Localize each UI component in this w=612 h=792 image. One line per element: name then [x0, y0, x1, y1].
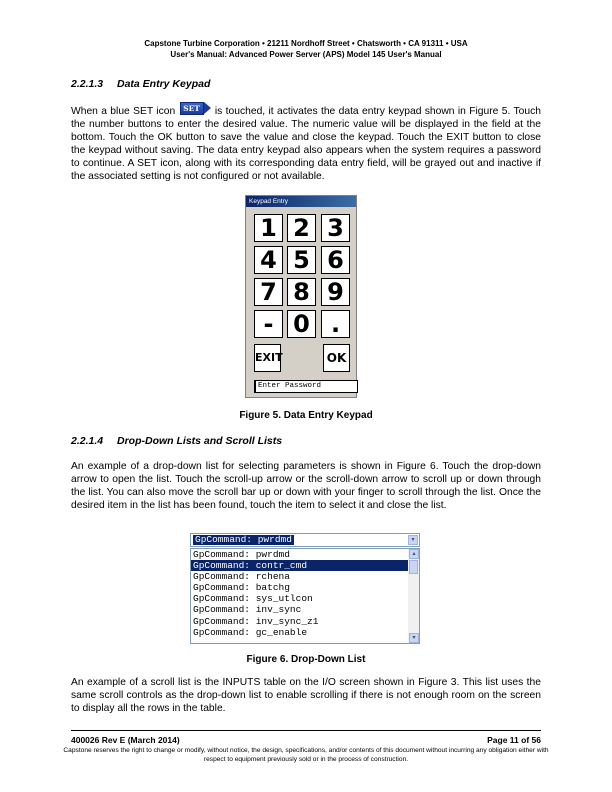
key-1[interactable]: 1 — [254, 214, 283, 242]
section-number: 2.2.1.4 — [71, 435, 104, 447]
keypad-window — [245, 195, 357, 398]
header-line-2: User's Manual: Advanced Power Server (APS) Model 145 User's Manual — [170, 50, 442, 59]
key-6[interactable]: 6 — [321, 246, 350, 274]
dropdown-paragraph: An example of a drop-down list for selecting parameters is shown in Figure 6. Touch the drop-down arrow to open the list. Touch the scroll-up arrow or the scroll-down arrow to scroll up or down through the list. You can also move the scroll bar up or down with your finger to scroll through the list. Once the desired item in the list has been found, touch the item to select it and close the list. — [71, 461, 541, 511]
section-heading-dropdown — [71, 435, 282, 447]
keypad-title: Keypad Entry — [246, 196, 356, 207]
closing-paragraph: An example of a scroll list is the INPUTS table on the I/O screen shown in Figure 3. This list uses the same scroll controls as the drop-down list to enable scrolling if there is not enough room on the screen to display all the rows in the table. — [71, 677, 541, 714]
keypad-paragraph — [71, 102, 541, 183]
figure-6-caption: Figure 6. Drop-Down List — [246, 654, 366, 665]
section-number: 2.2.1.3 — [71, 78, 104, 90]
list-item[interactable]: GpCommand: sys_utlcon — [193, 593, 313, 605]
key-4[interactable]: 4 — [254, 246, 283, 274]
ok-button[interactable]: OK — [323, 344, 350, 372]
dropdown-selected-value: GpCommand: pwrdmd — [195, 534, 292, 545]
list-item[interactable]: GpCommand: batchg — [193, 582, 290, 594]
exit-button[interactable]: EXIT — [254, 344, 281, 372]
figure-5-caption: Figure 5. Data Entry Keypad — [239, 410, 373, 421]
section-title: Data Entry Keypad — [117, 78, 211, 90]
list-scrollbar[interactable] — [408, 549, 419, 643]
password-field[interactable]: Enter Password — [254, 380, 358, 393]
key-3[interactable]: 3 — [321, 214, 350, 242]
section-heading-keypad — [71, 78, 210, 90]
key-decimal[interactable]: . — [321, 310, 350, 338]
list-item[interactable]: GpCommand: inv_sync_z1 — [193, 615, 319, 627]
header-line-1: Capstone Turbine Corporation • 21211 Nordhoff Street • Chatsworth • CA 91311 • USA — [144, 39, 468, 48]
footer-disclaimer: Capstone reserves the right to change or modify, without notice, the design, specifications, and/or contents of this document without incurring any obligation either with respect to equipment previously sold or in the process of construction. — [63, 747, 549, 763]
set-icon-label: SET — [180, 102, 204, 115]
section-title: Drop-Down Lists and Scroll Lists — [117, 435, 283, 447]
para-before-icon: When a blue SET icon — [71, 106, 176, 117]
set-icon — [180, 102, 211, 115]
footer-page-number: Page 11 of 56 — [487, 735, 541, 745]
key-0[interactable]: 0 — [287, 310, 316, 338]
key-minus[interactable]: - — [254, 310, 283, 338]
dropdown-arrow-icon[interactable]: ▾ — [408, 535, 418, 545]
para-after-icon: is touched, it activates the data entry keypad shown in Figure 5. Touch the number buttons to enter the desired value. The numeric value will be displayed in the field at the bottom. Touch the OK button to save the value and close the keypad. Touch the EXIT button to close the keypad without saving. The data entry keypad also appears when the system requires a password to continue. A SET icon, along with its corresponding data entry field, will be grayed out and inactive if the associated setting is not configured or not available. — [71, 106, 541, 182]
dropdown-figure — [190, 533, 420, 644]
list-item[interactable]: GpCommand: gc_enable — [193, 626, 308, 638]
list-item[interactable]: GpCommand: inv_sync — [193, 604, 302, 616]
key-8[interactable]: 8 — [287, 278, 316, 306]
key-9[interactable]: 9 — [321, 278, 350, 306]
list-item-highlighted[interactable]: GpCommand: contr_cmd — [191, 560, 409, 571]
scroll-thumb[interactable] — [409, 560, 418, 574]
key-7[interactable]: 7 — [254, 278, 283, 306]
footer-doc-rev: 400026 Rev E (March 2014) — [71, 735, 180, 745]
scroll-up-icon[interactable]: ▴ — [409, 549, 419, 559]
key-5[interactable]: 5 — [287, 246, 316, 274]
key-2[interactable]: 2 — [287, 214, 316, 242]
dropdown-combo[interactable] — [190, 533, 420, 547]
page-header — [0, 38, 612, 60]
list-item[interactable]: GpCommand: pwrdmd — [193, 549, 290, 560]
list-item[interactable]: GpCommand: rchena — [193, 571, 290, 583]
dropdown-list — [190, 548, 420, 644]
scroll-down-icon[interactable]: ▾ — [409, 633, 419, 643]
footer-divider — [71, 730, 541, 731]
